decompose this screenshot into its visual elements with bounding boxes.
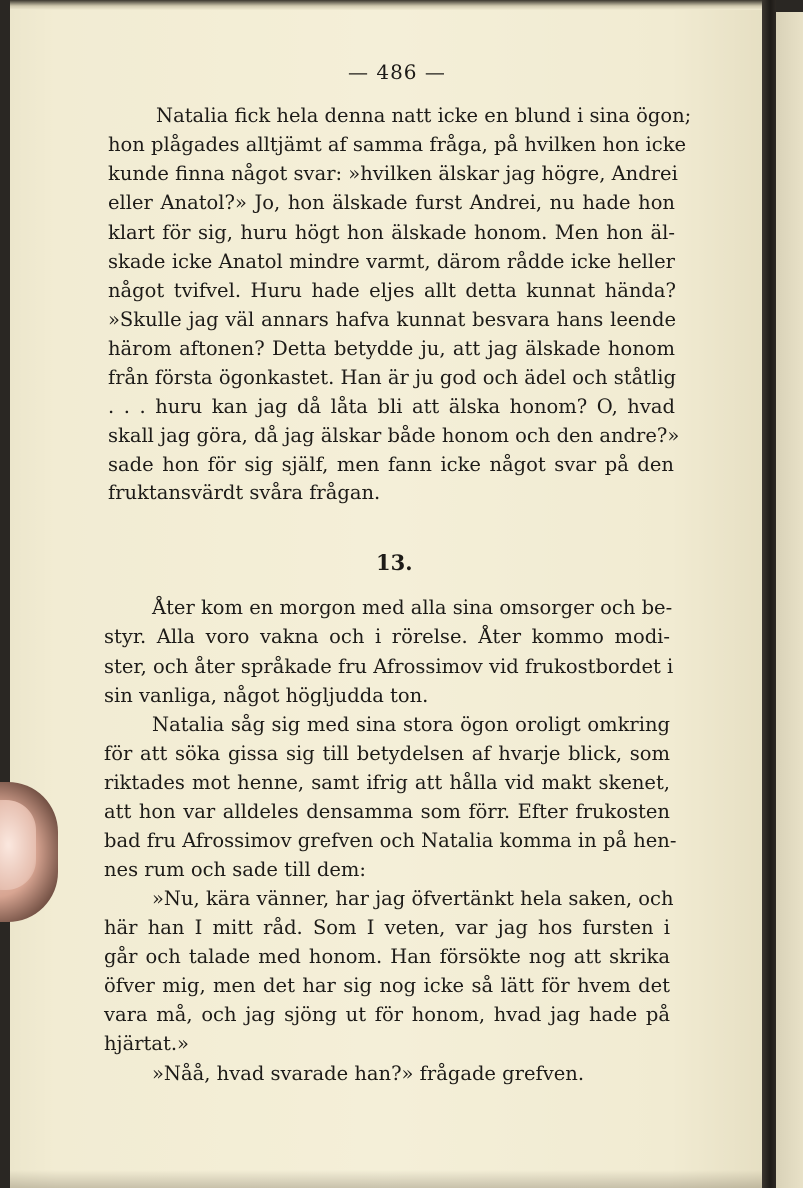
text-line: Natalia såg sig med sina stora ögon oroligt omkring [152,713,670,736]
text-line: fruktansvärdt svåra frågan. [108,481,381,504]
book-page [10,0,762,1188]
text-line: att hon var alldeles densamma som förr. Efter frukosten [104,800,670,823]
text-line: »Nu, kära vänner, har jag öfvertänkt hela saken, och [152,887,674,910]
text-line: från första ögonkastet. Han är ju god och ädel och ståtlig [108,366,676,389]
text-line: eller Anatol?» Jo, hon älskade furst Andrei, nu hade hon [108,191,675,214]
facing-page-edge [776,12,803,1188]
text-line: klart för sig, huru högt hon älskade honom. Men hon äl- [108,221,675,244]
text-line: hjärtat.» [104,1032,189,1055]
text-line: »Skulle jag väl annars hafva kunnat besvara hans leende [108,308,676,331]
text-line: sin vanliga, något högljudda ton. [104,684,429,707]
text-line: skade icke Anatol mindre varmt, därom rådde icke heller [108,250,675,273]
page-top-edge [10,0,762,10]
text-line: öfver mig, men det har sig nog icke så lätt för hvem det [104,974,670,997]
text-line: bad fru Afrossimov grefven och Natalia komma in på hen- [104,829,677,852]
text-line: för att söka gissa sig till betydelsen af hvarje blick, som [104,742,670,765]
text-line: kunde finna något svar: »hvilken älskar jag högre, Andrei [108,162,678,185]
text-line: hon plågades alltjämt af samma fråga, på hvilken hon icke [108,133,687,156]
text-line: nes rum och sade till dem: [104,858,366,881]
page-bottom-shadow [10,1170,762,1188]
text-line: sade hon för sig själf, men fann icke något svar på den [108,453,674,476]
text-line: Åter kom en morgon med alla sina omsorger och be- [152,596,673,619]
thumb-highlight [0,800,36,890]
text-line: riktades mot henne, samt ifrig att hålla vid makt skenet, [104,771,670,794]
text-line: ster, och åter språkade fru Afrossimov vid frukostbordet i [104,655,674,678]
text-line: går och talade med honom. Han försökte nog att skrika [104,945,670,968]
text-line: »Nåå, hvad svarade han?» frågade grefven. [152,1062,585,1085]
chapter-heading: 13. [376,550,413,575]
page-number: — 486 — [348,60,446,84]
text-line: här han I mitt råd. Som I veten, var jag hos fursten i [104,916,670,939]
text-line: vara må, och jag sjöng ut för honom, hvad jag hade på [104,1003,670,1026]
text-line: . . . huru kan jag då låta bli att älska honom? O, hvad [108,395,675,418]
text-line: härom aftonen? Detta betydde ju, att jag älskade honom [108,337,675,360]
text-line: skall jag göra, då jag älskar både honom och den andre?» [108,424,680,447]
text-line: Natalia fick hela denna natt icke en blund i sina ögon; [156,104,692,127]
text-line: styr. Alla voro vakna och i rörelse. Åter kommo modi- [104,625,670,648]
book-gutter [762,0,776,1188]
text-line: något tvifvel. Huru hade eljes allt detta kunnat hända? [108,279,676,302]
